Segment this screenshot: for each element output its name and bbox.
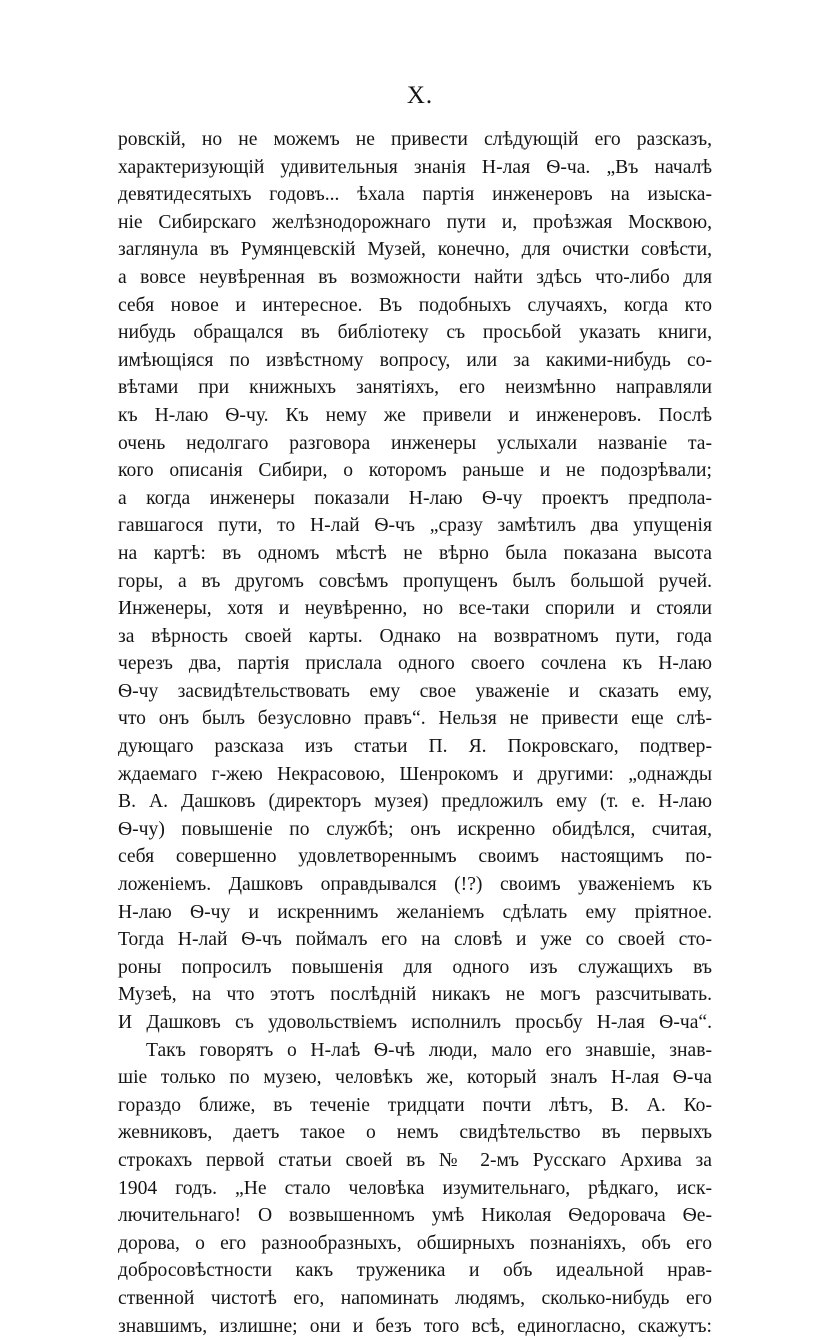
text-line: себя новое и интересное. Въ подобныхъ случаяхъ, когда кто <box>118 294 712 316</box>
text-line: гораздо ближе, въ теченіе тридцати почти лѣтъ, В. А. Ко- <box>118 1094 712 1116</box>
text-line: роны попросилъ повышенія для одного изъ служащихъ въ <box>118 956 712 978</box>
text-line: В. А. Дашковъ (директоръ музея) предложилъ ему (т. е. Н-лаю <box>118 791 712 813</box>
text-line: вѣтами при книжныхъ занятіяхъ, его неизмѣнно направляли <box>118 377 712 399</box>
text-line: за вѣрность своей карты. Однако на возвратномъ пути, года <box>118 625 712 647</box>
text-line: девятидесятыхъ годовъ... ѣхала партія инженеровъ на изыска- <box>118 184 712 206</box>
text-line: очень недолгаго разговора инженеры услыхали названіе та- <box>118 432 712 454</box>
text-line: Н-лаю Ѳ-чу и искреннимъ желаніемъ сдѣлать ему пріятное. <box>118 901 712 923</box>
text-line: 1904 годъ. „Не стало человѣка изумительнаго, рѣдкаго, иск- <box>118 1177 712 1199</box>
text-line: жевниковъ, даетъ такое о немъ свидѣтельство въ первыхъ <box>118 1122 712 1144</box>
text-line: черезъ два, партія прислала одного своего сочлена къ Н-лаю <box>118 653 712 675</box>
text-line: нибудь обращался въ библіотеку съ просьбой указать книги, <box>118 322 712 344</box>
text-line: ніе Сибирскаго желѣзнодорожнаго пути и, проѣзжая Москвою, <box>118 211 712 233</box>
page-number: X. <box>406 82 434 109</box>
text-line: Музеѣ, на что этотъ послѣдній никакъ не могъ разсчитывать. <box>118 984 712 1006</box>
text-line: на картѣ: въ одномъ мѣстѣ не вѣрно была показана высота <box>118 542 712 564</box>
text-line: дорова, о его разнообразныхъ, обширныхъ познаніяхъ, объ его <box>118 1232 712 1254</box>
text-line: И Дашковъ съ удовольствіемъ исполнилъ просьбу Н-лая Ѳ-ча“. <box>118 1012 712 1033</box>
text-line: строкахъ первой статьи своей въ № 2-мъ Русскаго Архива за <box>118 1149 712 1171</box>
text-line: а когда инженеры показали Н-лаю Ѳ-чу проектъ предпола- <box>118 487 712 509</box>
text-line: Инженеры, хотя и неувѣренно, но все-таки спорили и стояли <box>118 598 712 620</box>
text-line: лючительнаго! О возвышенномъ умѣ Николая Ѳедоровача Ѳе- <box>118 1205 712 1227</box>
text-line: знавшимъ, излишне; они и безъ того всѣ, единогласно, скажутъ: <box>118 1315 712 1337</box>
text-line: Ѳ-чу засвидѣтельствовать ему свое уваженіе и сказать ему, <box>118 680 712 702</box>
text-line: имѣющіяся по извѣстному вопросу, или за какими-нибудь со- <box>118 349 712 371</box>
text-line: добросовѣстности какъ труженика и объ идеальной нрав- <box>118 1260 712 1282</box>
text-line: ровскій, но не можемъ не привести слѣдующій его разсказъ, <box>118 129 712 150</box>
text-line: а вовсе неувѣренная въ возможности найти здѣсь что-либо для <box>118 266 712 288</box>
text-line: горы, а въ другомъ совсѣмъ пропущенъ былъ большой ручей. <box>118 570 712 592</box>
text-line: ственной чистотѣ его, напоминать людямъ, сколько-нибудь его <box>118 1287 712 1309</box>
text-line: что онъ былъ безусловно правъ“. Нельзя не привести еще слѣ- <box>118 708 712 730</box>
text-line: шіе только по музею, человѣкъ же, который зналъ Н-лая Ѳ-ча <box>118 1067 712 1089</box>
text-line: кого описанія Сибири, о которомъ раньше и не подозрѣвали; <box>118 460 712 482</box>
text-line: гавшагося пути, то Н-лай Ѳ-чъ „сразу замѣтилъ два упущенія <box>118 515 712 537</box>
paragraph-start-line: Такъ говорятъ о Н-лаѣ Ѳ-чѣ люди, мало его знавшіе, знав- <box>146 1039 712 1061</box>
text-line: къ Н-лаю Ѳ-чу. Къ нему же привели и инженеровъ. Послѣ <box>118 404 712 426</box>
text-line: заглянула въ Румянцевскій Музей, конечно, для очистки совѣсти, <box>118 239 712 261</box>
text-line: характеризующій удивительныя знанія Н-лая Ѳ-ча. „Въ началѣ <box>118 156 712 178</box>
body-text <box>118 126 712 1340</box>
text-line: ждаемаго г-жею Некрасовою, Шенрокомъ и другими: „однажды <box>118 763 712 785</box>
text-line: себя совершенно удовлетвореннымъ своимъ настоящимъ по- <box>118 846 712 868</box>
text-line: Тогда Н-лай Ѳ-чъ поймалъ его на словѣ и уже со своей сто- <box>118 929 712 951</box>
text-line: дующаго разсказа изъ статьи П. Я. Покровскаго, подтвер- <box>118 736 712 758</box>
text-line: ложеніемъ. Дашковъ оправдывался (!?) своимъ уваженіемъ къ <box>118 874 712 896</box>
text-line: Ѳ-чу) повышеніе по службѣ; онъ искренно обидѣлся, считая, <box>118 818 712 840</box>
